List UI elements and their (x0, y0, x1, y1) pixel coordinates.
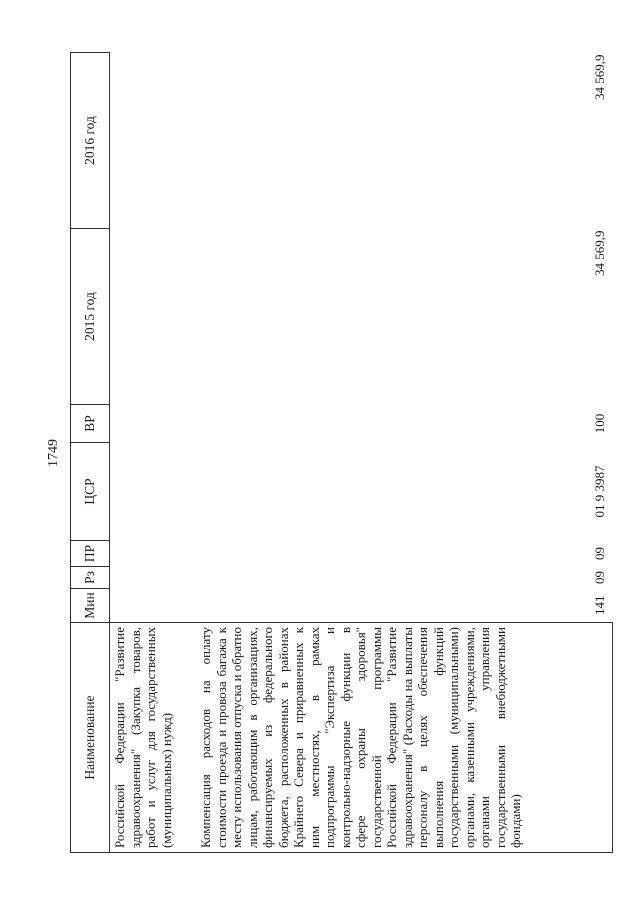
header-pr: ПР (71, 541, 110, 567)
row-2016 (110, 53, 197, 229)
header-2016: 2016 год (71, 53, 110, 229)
row-2015: 34 569,9 (592, 230, 607, 276)
budget-table (70, 52, 613, 853)
header-2015: 2015 год (71, 229, 110, 405)
rotated-page-content (70, 53, 610, 853)
table-row (196, 53, 612, 853)
table-header-row (71, 53, 110, 853)
header-csr: ЦСР (71, 443, 110, 541)
row-name: Компенсация расходов на оплату стоимости проезда и провоза багажа к месту использования отпуска и обратно лицам, работающим в организациях, финансируемых из федерального бюджета, расположенных в районах Крайнего Севера и приравненных к ним местностях, в рамках подпрограммы "Экспертиза и контрольно-надзорные функции в сфере охраны здоровья" государственной программы Российской Федерации "Развитие здравоохранения" (Расходы на выплаты персоналу в целях обеспечения выполнения функций государственными (муниципальными) органами, казенными учреждениями, органами управления государственными внебюджетными фондами) (196, 623, 612, 853)
row-2015 (110, 229, 197, 405)
row-min (110, 589, 197, 623)
header-name: Наименование (71, 623, 110, 853)
row-vr (110, 405, 197, 443)
row-rz: 09 (592, 571, 607, 584)
row-2016: 34 569,9 (592, 54, 607, 100)
row-rz (110, 567, 197, 589)
page-number: 1749 (46, 439, 61, 467)
header-rz: Рз (71, 567, 110, 589)
row-vr: 100 (592, 413, 607, 434)
header-min: Мин (71, 589, 110, 623)
row-min: 141 (592, 595, 607, 615)
row-name: Российской Федерации "Развитие здравоохранения" (Закупка товаров, работ и услуг для государственных (муниципальных) нужд) (110, 623, 197, 853)
table-row (110, 53, 197, 853)
row-csr (110, 443, 197, 541)
header-vr: ВР (71, 405, 110, 443)
row-csr: 01 9 3987 (592, 465, 607, 518)
row-pr: 09 (592, 547, 607, 560)
row-pr (110, 541, 197, 567)
